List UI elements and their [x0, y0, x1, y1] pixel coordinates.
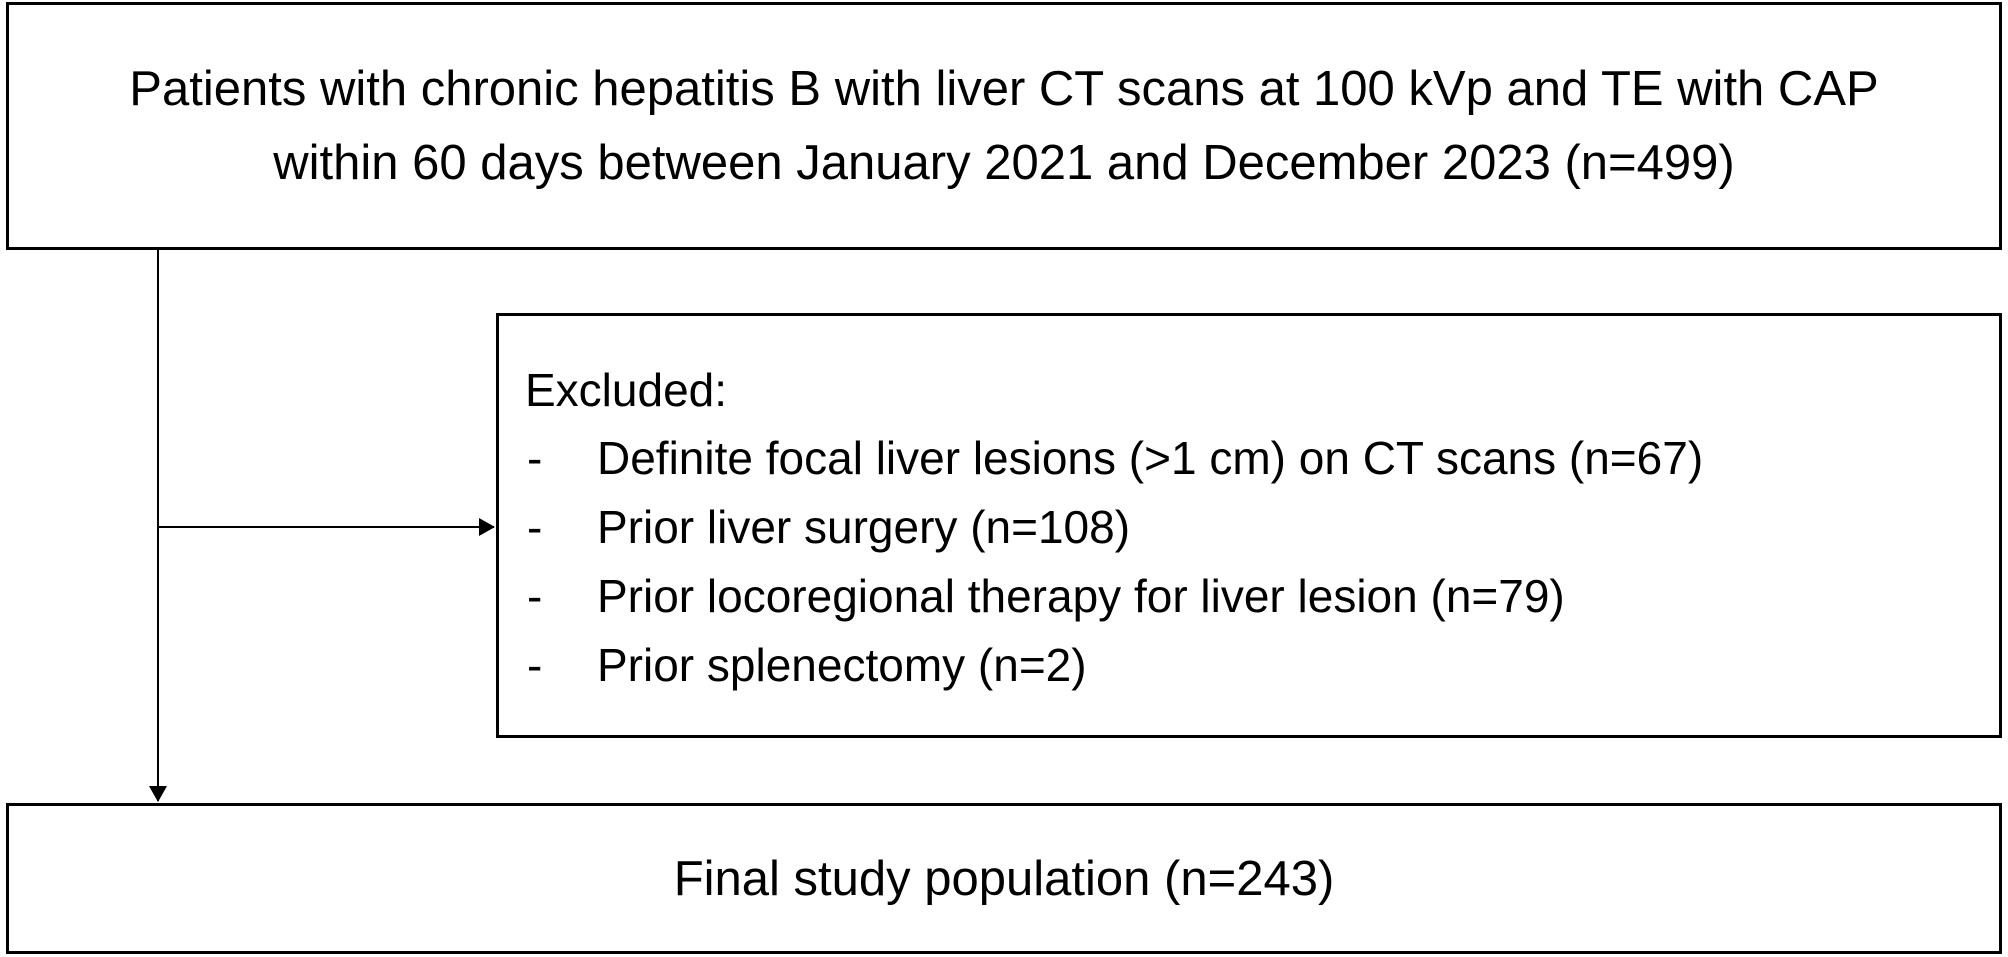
eligible-patients-box	[6, 2, 2002, 250]
exclusion-heading: Excluded:	[525, 364, 728, 416]
exclusion-box	[496, 313, 2002, 738]
final-population-box	[6, 803, 2002, 954]
exclusion-item-dash: -	[527, 501, 543, 553]
exclusion-item-locoregional-therapy	[525, 562, 1999, 631]
exclusion-item-focal-lesions	[525, 424, 1999, 493]
exclusion-item-text: Prior locoregional therapy for liver lesion (n=79)	[597, 570, 1565, 622]
exclusion-item-text: Prior liver surgery (n=108)	[597, 501, 1131, 553]
exclusion-item-liver-surgery	[525, 493, 1999, 562]
exclusion-item-splenectomy	[525, 631, 1999, 700]
exclusion-item-text: Definite focal liver lesions (>1 cm) on CT scans (n=67)	[597, 432, 1704, 484]
exclusion-item-dash: -	[527, 570, 543, 622]
eligible-patients-text-line-1: Patients with chronic hepatitis B with liver CT scans at 100 kVp and TE with CAP	[129, 62, 1879, 116]
exclusion-item-dash: -	[527, 639, 543, 691]
final-population-text: Final study population (n=243)	[673, 851, 1335, 906]
eligible-patients-text-line-2: within 60 days between January 2021 and December 2023 (n=499)	[273, 136, 1735, 190]
exclusion-item-text: Prior splenectomy (n=2)	[597, 639, 1087, 691]
exclusion-item-dash: -	[527, 432, 543, 484]
